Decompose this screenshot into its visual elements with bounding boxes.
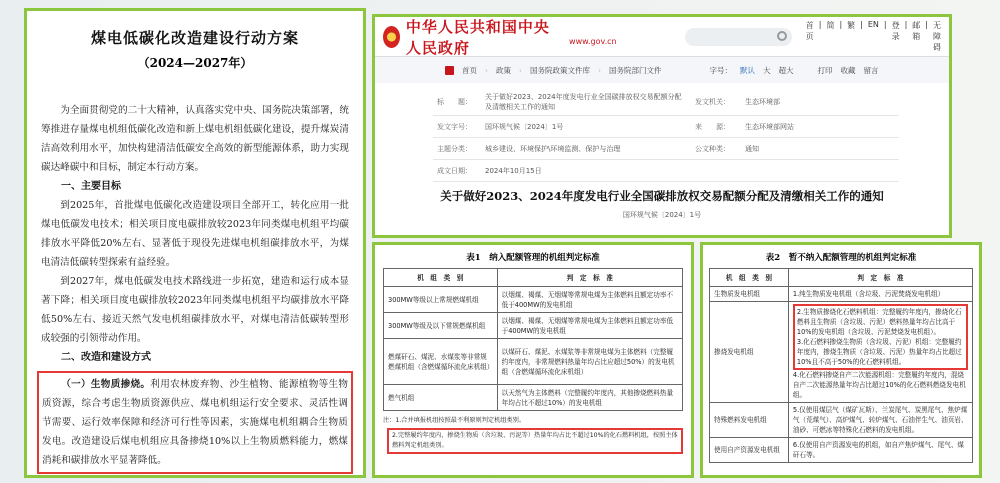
table-row <box>710 438 973 463</box>
table1-cell: 燃煤矸石、煤泥、水煤浆等非常规燃煤机组（含燃煤循环流化床机组） <box>384 339 498 385</box>
table2-criterion: 3.化石燃料掺烧生物质（含垃圾、污泥）机组：完整履约年度内，掺烧生物质（含垃圾、污泥）热量年均占比超过10%且不高于50%的化石燃料机组。 <box>796 338 962 366</box>
table-row <box>384 339 683 385</box>
table2-cell: 掺烧发电机组 <box>710 302 789 403</box>
goal-2027-paragraph: 到2027年，煤电低碳发电技术路线进一步拓宽，建造和运行成本显著下降；相关项目度电碳排放较2023年同类煤电机组平均碳排放水平降低50%左右、接近天然气发电机组碳排放水平，对煤电清洁低碳转型形成较强的引领带动作用。 <box>41 276 349 344</box>
table1-cell: 以烟煤、褐煤、无烟煤等常规电煤为主体燃料且额定功率不低于400MW的发电机组 <box>497 287 682 313</box>
document-subtitle: （2024—2027年） <box>137 56 253 70</box>
table1-note-highlight: 2.完整履约年度内，掺烧生物质（含垃圾、污泥等）热量年均占比不超过10%的化石燃料机组，按照主体燃料判定机组类别。 <box>387 428 683 454</box>
nav-sep: | <box>925 20 928 29</box>
table-row <box>384 313 683 339</box>
meta-topic-value: 城乡建设、环境保护\环境监测、保护与治理 <box>481 138 691 160</box>
gov-site-name[interactable]: 中华人民共和国中央人民政府 <box>405 17 550 57</box>
search-icon[interactable] <box>777 31 787 41</box>
table2-cell: 5.仅使用煤层气（煤矿瓦斯）、兰炭尾气、炭黑尾气、焦炉煤气（荒煤气）、高炉煤气、转炉煤气、石油伴生气、油页岩、油砂、可燃冰等特殊化石燃料的发电机组。 <box>788 403 972 438</box>
home-icon[interactable] <box>445 66 454 75</box>
nav-sep: | <box>883 20 887 29</box>
table-row <box>384 385 683 411</box>
breadcrumb: 首页 › 政策 › 国务院政策文件库 › 国务院部门文件 字号： 默认 大 超大 打印 收藏 留言 <box>375 57 949 83</box>
comment-button[interactable]: 留言 <box>863 65 879 75</box>
meta-issuer-value: 生态环境部 <box>741 89 899 116</box>
breadcrumb-item[interactable]: 政策 <box>496 65 511 75</box>
meta-label: 主题分类： <box>433 138 481 160</box>
biomass-paragraph <box>42 375 348 470</box>
table1 <box>383 268 683 411</box>
document-meta-table <box>433 89 899 182</box>
table2-cell: 特殊燃料发电机组 <box>710 403 789 438</box>
table2-criterion: 4.化石燃料掺烧自产二次能源机组：完整履约年度内，混烧自产二次能源热量年均占比超过10%的化石燃料燃烧发电机组。 <box>792 371 966 399</box>
nav-login[interactable]: 登录 <box>891 21 900 41</box>
action-plan-document <box>24 8 366 478</box>
table1-cell: 以天然气为主体燃料（完整履约年度内，其他掺烧燃料热量年均占比不超过10%）的发电机组 <box>497 385 682 411</box>
table2-header: 判 定 标 准 <box>788 269 972 287</box>
table1-cell: 以煤矸石、煤泥、水煤浆等非常规电煤为主体燃料（完整履约年度内，非常规燃料热量年均占比应超过50%）的发电机组（含燃煤循环流化床机组） <box>497 339 682 385</box>
intro-paragraph: 为全面贯彻党的二十大精神，认真落实党中央、国务院决策部署，统筹推进存量煤电机组低碳化改造和新上煤电机组低碳化建设，提升煤炭清洁高效利用水平，加快构建清洁低碳安全高效的新型能源体系，助力实现碳达峰碳中和目标，制定本行动方案。 <box>41 105 349 173</box>
nav-english[interactable]: EN <box>867 20 879 29</box>
table1-cell: 以烟煤、褐煤、无烟煤等常规电煤为主体燃料且额定功率低于400MW的发电机组 <box>497 313 682 339</box>
meta-label: 发文字号： <box>433 116 481 138</box>
table-row <box>710 287 973 302</box>
breadcrumb-item[interactable]: 国务院政策文件库 <box>530 65 590 75</box>
nav-sep: | <box>818 20 822 29</box>
table1-header: 机 组 类 别 <box>384 269 498 287</box>
national-emblem-icon <box>383 26 400 48</box>
table2-caption: 表2 暂不纳入配额管理的机组判定标准 <box>765 253 917 263</box>
table2-cell <box>788 302 972 403</box>
table2 <box>709 268 973 463</box>
nav-traditional[interactable]: 繁 <box>847 21 856 30</box>
breadcrumb-item[interactable]: 国务院部门文件 <box>609 65 662 75</box>
notice-title: 关于做好2023、2024年度发电行业全国碳排放权交易配额分配及清缴相关工作的通知 <box>440 189 884 203</box>
table-row <box>710 302 973 403</box>
nav-mail[interactable]: 邮箱 <box>912 21 921 41</box>
meta-docno-value: 国环规气候〔2024〕1号 <box>481 116 691 138</box>
gov-header <box>375 17 949 57</box>
table1-panel <box>372 242 694 478</box>
nav-simplified[interactable]: 简 <box>826 21 835 30</box>
gov-site-url: www.gov.cn <box>569 37 617 46</box>
section-heading-2: 二、改造和建设方式 <box>61 352 151 363</box>
table2-cell: 使用自产资源发电机组 <box>710 438 789 463</box>
document-title: 煤电低碳化改造建设行动方案 <box>90 29 299 47</box>
meta-label: 来 源： <box>691 116 741 138</box>
table2-cell: 生物质发电机组 <box>710 287 789 302</box>
table1-cell: 300MW等级以上常规燃煤机组 <box>384 287 498 313</box>
meta-source-value: 生态环境部网站 <box>741 116 899 138</box>
nav-home[interactable]: 首页 <box>805 21 814 41</box>
nav-accessibility[interactable]: 无障碍 <box>933 21 941 52</box>
biomass-lead: （一）生物质掺烧。 <box>61 379 151 390</box>
table2-criterion: 2.生物质掺烧化石燃料机组：完整履约年度内，掺烧化石燃料且生物质（含垃圾、污泥）燃料热量年均占比高于10%的发电机组（含垃圾、污泥焚烧发电机组）。 <box>796 308 962 336</box>
meta-type-value: 通知 <box>741 138 899 160</box>
meta-label: 公文种类： <box>691 138 741 160</box>
nav-sep: | <box>904 20 908 29</box>
font-size-default[interactable]: 默认 <box>740 65 755 75</box>
table2-cell-highlight <box>793 304 968 370</box>
meta-label: 发文机关： <box>691 89 741 116</box>
meta-date-value: 2024年10月15日 <box>481 160 691 182</box>
font-size-xlarge[interactable]: 超大 <box>778 65 794 75</box>
print-button[interactable]: 打印 <box>817 65 833 75</box>
font-size-large[interactable]: 大 <box>763 65 771 75</box>
table1-cell: 300MW等级及以下常规燃煤机组 <box>384 313 498 339</box>
breadcrumb-item[interactable]: 首页 <box>462 65 477 75</box>
section-heading-1: 一、主要目标 <box>61 181 121 192</box>
biomass-body: 利用农林废弃物、沙生植物、能源植物等生物质资源，综合考虑生物质资源供应、煤电机组运行安全要求、灵活性调节需要、运行效率保障和经济可行性等因素，实施煤电机组耦合生物质发电。改造建设后煤电机组应具备掺烧10%以上生物质燃料能力，燃煤消耗和碳排放水平显著降低。 <box>42 379 349 466</box>
table-row <box>384 287 683 313</box>
gov-webpage <box>372 14 952 238</box>
meta-label: 成文日期： <box>433 160 481 182</box>
table1-cell: 燃气机组 <box>384 385 498 411</box>
goal-2025-paragraph: 到2025年，首批煤电低碳化改造建设项目全部开工，转化应用一批煤电低碳发电技术；相关项目度电碳排放较2023年同类煤电机组平均碳排放水平降低20%左右、显著低于现役先进煤电机组碳排放水平，为煤电清洁低碳转型探索有益经验。 <box>41 200 349 268</box>
highlight-box-biomass <box>37 371 353 474</box>
favorite-button[interactable]: 收藏 <box>840 65 856 75</box>
search-input[interactable] <box>685 28 792 46</box>
table1-note: 注：1.合并填报机组按照最不利原则判定机组类别。 <box>383 417 526 424</box>
meta-label: 标 题： <box>433 89 481 116</box>
nav-sep: | <box>860 20 863 29</box>
table1-caption: 表1 纳入配额管理的机组判定标准 <box>466 253 600 263</box>
font-size-label: 字号： <box>709 65 732 75</box>
table2-cell: 6.仅使用自产资源发电的机组，如自产焦炉煤气、尾气、煤矸石等。 <box>788 438 972 463</box>
table2-header: 机 组 类 别 <box>710 269 789 287</box>
nav-sep: | <box>839 20 843 29</box>
meta-title-value: 关于做好2023、2024年度发电行业全国碳排放权交易配额分配及清缴相关工作的通知 <box>481 89 691 116</box>
top-nav <box>806 20 941 53</box>
notice-number: 国环规气候〔2024〕1号 <box>622 211 702 219</box>
table2-panel <box>700 242 982 478</box>
table-row <box>710 403 973 438</box>
table1-header: 判 定 标 准 <box>497 269 682 287</box>
table2-cell: 1.纯生物质发电机组（含垃圾、污泥焚烧发电机组） <box>788 287 972 302</box>
